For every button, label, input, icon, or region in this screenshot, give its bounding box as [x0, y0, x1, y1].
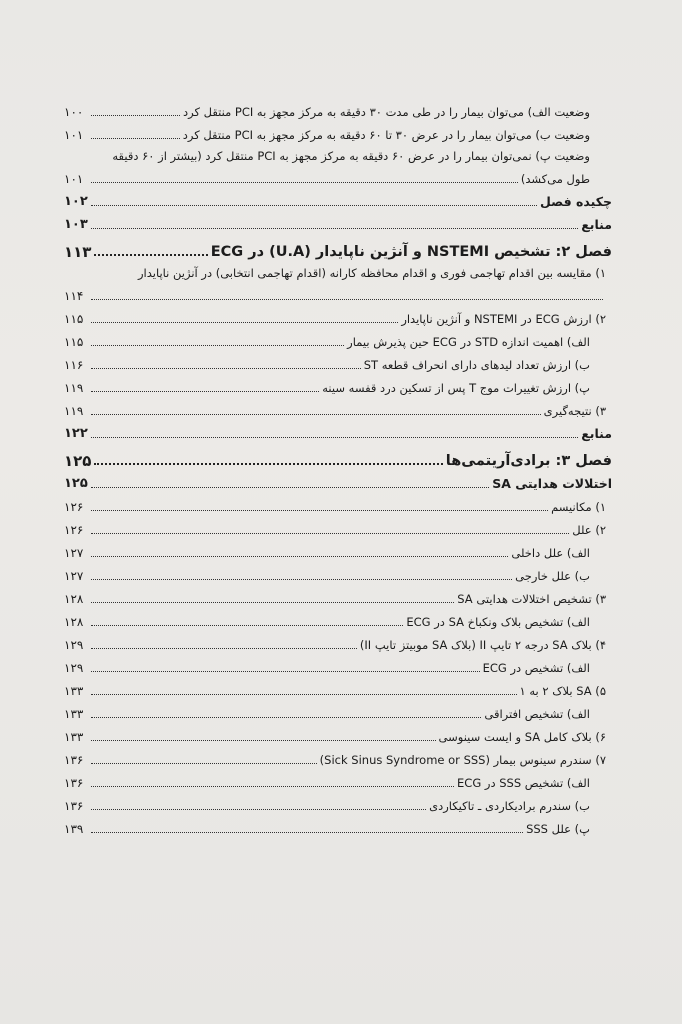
toc-entry: [64, 374, 612, 397]
toc-entry-page-number: ۱۱۵: [64, 312, 84, 326]
dot-leader: [91, 299, 603, 300]
dot-leader: [91, 487, 489, 488]
toc-entry: [64, 585, 612, 608]
dot-leader: [91, 228, 578, 229]
toc-entry: [64, 261, 612, 282]
toc-entry: [64, 562, 612, 585]
toc-entry: [64, 144, 612, 165]
toc-entry-title: ۳) تشخیص اختلالات هدایتی SA: [457, 592, 606, 606]
toc-entry-page-number: ۱۳۳: [64, 730, 84, 744]
toc-entry-page-number: ۱۲۷: [64, 546, 84, 560]
toc-entry-page-number: ۱۳۶: [64, 776, 84, 790]
dot-leader: [91, 205, 537, 206]
toc-entry-page-number: ۱۰۲: [64, 194, 88, 209]
toc-entry-page-number: ۱۳۹: [64, 822, 84, 836]
toc-entry: [64, 282, 612, 305]
dot-leader: [91, 832, 523, 833]
dot-leader: [91, 579, 512, 580]
table-of-contents: [64, 98, 612, 838]
toc-entry-page-number: ۱۱۶: [64, 358, 84, 372]
toc-entry-page-number: ۱۱۵: [64, 335, 84, 349]
toc-entry-title: الف) تشخیص افتراقی: [484, 707, 590, 721]
toc-entry: [64, 631, 612, 654]
toc-entry: [64, 188, 612, 211]
toc-entry-title: اختلالات هدایتی SA: [492, 476, 612, 491]
toc-entry: [64, 98, 612, 121]
toc-entry-page-number: ۱۲۶: [64, 523, 84, 537]
dot-leader: [91, 345, 344, 346]
dot-leader: [91, 809, 426, 810]
dot-leader: [91, 322, 398, 323]
toc-entry-page-number: ۱۱۳: [64, 243, 92, 261]
toc-entry: [64, 493, 612, 516]
dot-leader: [91, 602, 454, 603]
toc-entry-page-number: ۱۱۹: [64, 381, 84, 395]
toc-entry: [64, 211, 612, 234]
dot-leader: [91, 391, 319, 392]
dot-leader: [91, 763, 317, 764]
toc-entry: [64, 654, 612, 677]
dot-leader: [91, 115, 180, 116]
dot-leader: [91, 510, 548, 511]
toc-entry-title: منابع: [581, 426, 612, 441]
toc-entry: [64, 443, 612, 470]
toc-entry: [64, 420, 612, 443]
toc-entry: [64, 608, 612, 631]
toc-entry: [64, 677, 612, 700]
toc-entry-page-number: ۱۲۶: [64, 500, 84, 514]
dot-leader: [91, 556, 508, 557]
toc-entry-page-number: ۱۲۷: [64, 569, 84, 583]
toc-entry: [64, 328, 612, 351]
toc-entry-page-number: ۱۳۳: [64, 707, 84, 721]
toc-entry-title: ۴) بلاک SA درجه ۲ تایپ II (بلاک SA موبیتز تایپ II): [359, 638, 606, 652]
toc-entry-title: ۷) سندرم سینوس بیمار (Sick Sinus Syndrome or SSS): [319, 753, 606, 767]
toc-entry-title: الف) اهمیت اندازه STD در ECG حین پذیرش بیمار: [347, 335, 590, 349]
toc-entry-title: طول می‌کشد): [520, 172, 590, 186]
toc-entry-page-number: ۱۲۸: [64, 592, 84, 606]
toc-entry: [64, 769, 612, 792]
dot-leader: [91, 648, 357, 649]
toc-entry-page-number: ۱۳۳: [64, 684, 84, 698]
dot-leader: [91, 625, 403, 626]
dot-leader: [91, 414, 541, 415]
dot-leader: [91, 717, 481, 718]
toc-entry-title: ب) ارزش تعداد لیدهای دارای انحراف قطعه ST: [363, 358, 590, 372]
toc-entry-title: پ) ارزش تغییرات موج T پس از تسکین درد قفسه سینه: [322, 381, 590, 395]
toc-entry: [64, 397, 612, 420]
toc-entry-title: ۵) SA بلاک ۲ به ۱: [519, 684, 606, 698]
toc-entry-page-number: ۱۰۱: [64, 128, 84, 142]
toc-entry: [64, 234, 612, 261]
toc-entry-title: منابع: [581, 217, 612, 232]
toc-entry-title: پ) علل SSS: [526, 822, 590, 836]
toc-entry-title: وضعیت الف) می‌توان بیمار را در طی مدت ۳۰ دقیقه به مرکز مجهز به PCI منتقل کرد: [183, 105, 590, 119]
toc-entry-page-number: ۱۲۸: [64, 615, 84, 629]
toc-entry: [64, 723, 612, 746]
toc-entry-title: ۲) ارزش ECG در NSTEMI و آنژین ناپایدار: [401, 312, 606, 326]
toc-entry-title: الف) تشخیص بلاک ونکباخ SA در ECG: [406, 615, 590, 629]
toc-entry: [64, 792, 612, 815]
toc-entry-page-number: ۱۳۶: [64, 799, 84, 813]
toc-entry-page-number: ۱۱۹: [64, 404, 84, 418]
toc-entry-page-number: ۱۲۵: [64, 476, 88, 491]
toc-entry-page-number: ۱۲۲: [64, 426, 88, 441]
toc-entry-page-number: ۱۲۵: [64, 452, 92, 470]
dot-leader: [91, 533, 569, 534]
toc-entry-page-number: ۱۰۳: [64, 217, 88, 232]
toc-entry-title: وضعیت پ) نمی‌توان بیمار را در عرض ۶۰ دقیقه به مرکز مجهز به PCI منتقل کرد (بیشتر از ۶۰ دقیقه: [112, 149, 590, 163]
toc-entry-title: فصل ۲: تشخیص NSTEMI و آنژین ناپایدار (U.A) در ECG: [210, 244, 612, 260]
toc-entry: [64, 470, 612, 493]
toc-entry-page-number: ۱۱۴: [64, 289, 84, 303]
toc-entry-title: ب) سندرم برادیکاردی ـ تاکیکاردی: [429, 799, 590, 813]
toc-entry: [64, 351, 612, 374]
toc-entry-title: ۱) مقایسه بین اقدام تهاجمی فوری و اقدام محافظه کارانه (اقدام تهاجمی انتخابی) در آنژین ناپایدار: [137, 266, 606, 280]
toc-entry-title: الف) تشخیص SSS در ECG: [457, 776, 590, 790]
toc-entry-page-number: ۱۰۰: [64, 105, 84, 119]
dot-leader: [94, 254, 207, 256]
toc-entry: [64, 700, 612, 723]
dot-leader: [91, 368, 361, 369]
toc-entry-title: ۱) مکانیسم: [551, 500, 606, 514]
toc-entry-title: الف) علل داخلی: [511, 546, 590, 560]
dot-leader: [91, 786, 454, 787]
toc-entry: [64, 121, 612, 144]
toc-entry: [64, 305, 612, 328]
dot-leader: [91, 671, 480, 672]
toc-entry-page-number: ۱۲۹: [64, 661, 84, 675]
toc-entry: [64, 165, 612, 188]
toc-entry-title: ب) علل خارجی: [515, 569, 590, 583]
toc-entry-page-number: ۱۲۹: [64, 638, 84, 652]
dot-leader: [94, 463, 442, 465]
dot-leader: [91, 437, 578, 438]
toc-entry-title: ۳) نتیجه‌گیری: [543, 404, 606, 418]
toc-entry-title: چکیده فصل: [540, 194, 612, 209]
toc-entry-title: ۶) بلاک کامل SA و ایست سینوسی: [438, 730, 606, 744]
toc-entry: [64, 539, 612, 562]
dot-leader: [91, 138, 180, 139]
toc-entry-title: وضعیت ب) می‌توان بیمار را در عرض ۳۰ تا ۶۰ دقیقه به مرکز مجهز به PCI منتقل کرد: [182, 128, 590, 142]
toc-entry-title: ۲) علل: [572, 523, 606, 537]
dot-leader: [91, 740, 436, 741]
toc-entry-title: فصل ۳: برادی‌آریتمی‌ها: [445, 453, 612, 469]
toc-entry: [64, 815, 612, 838]
toc-entry: [64, 516, 612, 539]
dot-leader: [91, 182, 518, 183]
toc-entry: [64, 746, 612, 769]
dot-leader: [91, 694, 517, 695]
toc-entry-page-number: ۱۰۱: [64, 172, 84, 186]
toc-entry-title: الف) تشخیص در ECG: [482, 661, 590, 675]
toc-entry-page-number: ۱۳۶: [64, 753, 84, 767]
